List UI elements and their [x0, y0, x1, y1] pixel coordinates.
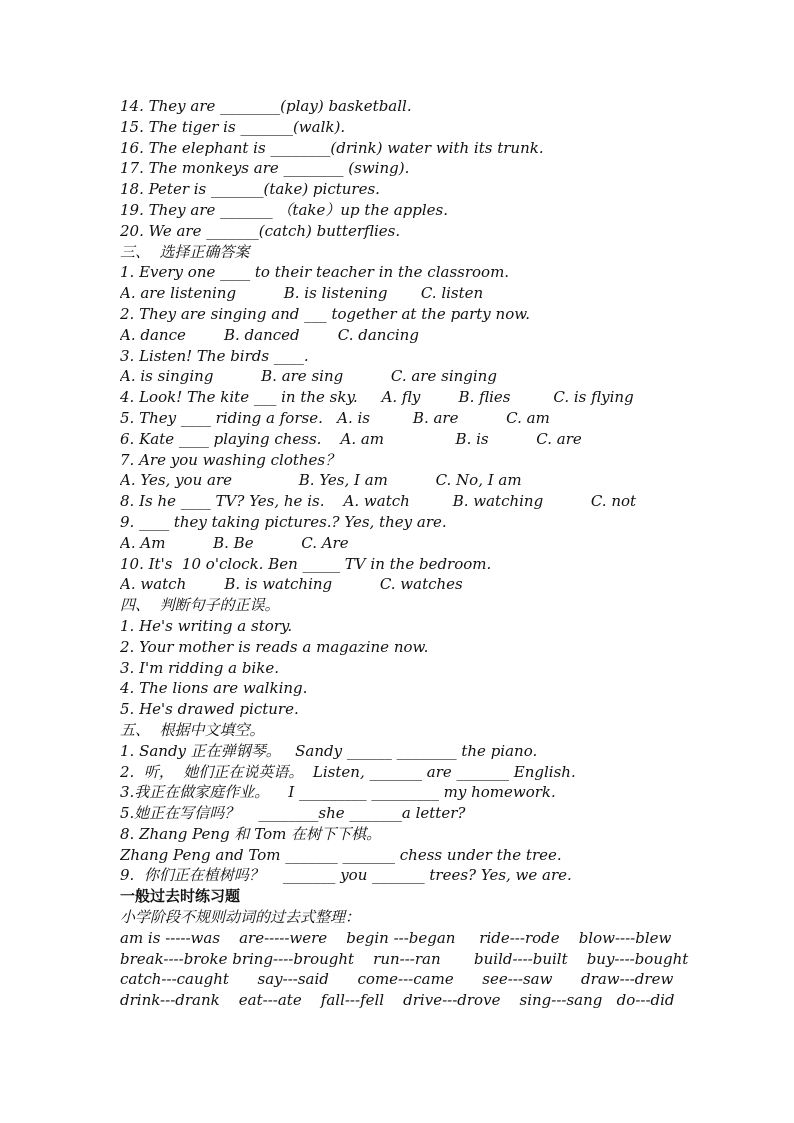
question-line: 10. It's 10 o'clock. Ben _____ TV in the bedroom.: [120, 554, 492, 573]
options-line: A. Yes, you are B. Yes, I am C. No, I am: [120, 471, 522, 490]
verb-list-line: catch---caught say---said come---came see---saw draw---drew: [120, 970, 674, 989]
fill-in-line: 1. Sandy 正在弹钢琴。 Sandy ______ ________ the piano.: [120, 741, 538, 760]
section-heading-3: 三、 选择正确答案: [120, 242, 250, 261]
options-line: A. dance B. danced C. dancing: [120, 325, 419, 344]
sentence-line: 4. The lions are walking.: [120, 679, 308, 698]
verb-list-line: break----broke bring----brought run---ran build----built buy----bought: [120, 949, 689, 968]
exercise-line: 18. Peter is _______(take) pictures.: [120, 180, 380, 199]
sentence-line: 2. Your mother is reads a magazine now.: [120, 637, 429, 656]
question-line: 6. Kate ____ playing chess. A. am B. is C. are: [120, 429, 582, 448]
worksheet-content: [120, 96, 720, 1011]
sentence-line: 3. I'm ridding a bike.: [120, 658, 279, 677]
question-line: 1. Every one ____ to their teacher in the classroom.: [120, 263, 510, 282]
sentence-line: 1. He's writing a story.: [120, 616, 293, 635]
fill-in-line: 3.我正在做家庭作业。 I _________ _________ my homework.: [120, 783, 556, 802]
fill-in-line: 9. 你们正在植树吗？ _______ you _______ trees? Yes, we are.: [120, 866, 572, 885]
exercise-line: 15. The tiger is _______(walk).: [120, 117, 346, 136]
verb-list-line: drink---drank eat---ate fall---fell drive---drove sing---sang do---did: [120, 991, 675, 1010]
fill-in-line: 5.她正在写信吗？ ________she _______a letter?: [120, 804, 466, 823]
options-line: A. Am B. Be C. Are: [120, 533, 349, 552]
exercise-line: 17. The monkeys are ________ (swing).: [120, 159, 410, 178]
verb-list-line: am is -----was are-----were begin ---began ride---rode blow----blew: [120, 928, 672, 947]
exercise-line: 20. We are _______(catch) butterflies.: [120, 221, 401, 240]
question-line: 9. ____ they taking pictures.? Yes, they are.: [120, 512, 447, 531]
fill-in-line: Zhang Peng and Tom _______ _______ chess under the tree.: [120, 845, 562, 864]
exercise-line: 19. They are _______ （take）up the apples.: [120, 200, 449, 219]
section-title-past-tense: 一般过去时练习题: [120, 887, 241, 906]
fill-in-line: 8. Zhang Peng 和 Tom 在树下下棋。: [120, 824, 382, 843]
question-line: 4. Look! The kite ___ in the sky. A. fly B. flies C. is flying: [120, 388, 634, 407]
question-line: 5. They ____ riding a forse. A. is B. are C. am: [120, 408, 550, 427]
question-line: 8. Is he ____ TV? Yes, he is. A. watch B. watching C. not: [120, 492, 637, 511]
exercise-line: 16. The elephant is ________(drink) water with its trunk.: [120, 138, 544, 157]
sentence-line: 5. He's drawed picture.: [120, 700, 299, 719]
options-line: A. watch B. is watching C. watches: [120, 575, 463, 594]
question-line: 2. They are singing and ___ together at the party now.: [120, 304, 531, 323]
question-line: 3. Listen! The birds ____.: [120, 346, 309, 365]
section-heading-4: 四、 判断句子的正误。: [120, 596, 280, 615]
fill-in-line: 2. 听， 她们正在说英语。 Listen, _______ are _______ English.: [120, 762, 576, 781]
options-line: A. is singing B. are sing C. are singing: [120, 367, 497, 386]
subtitle-irregular-verbs: 小学阶段不规则动词的过去式整理：: [120, 908, 361, 927]
exercise-line: 14. They are ________(play) basketball.: [120, 97, 412, 115]
options-line: A. are listening B. is listening C. listen: [120, 284, 484, 303]
section-heading-5: 五、 根据中文填空。: [120, 720, 265, 739]
question-line: 7. Are you washing clothes？: [120, 450, 341, 469]
